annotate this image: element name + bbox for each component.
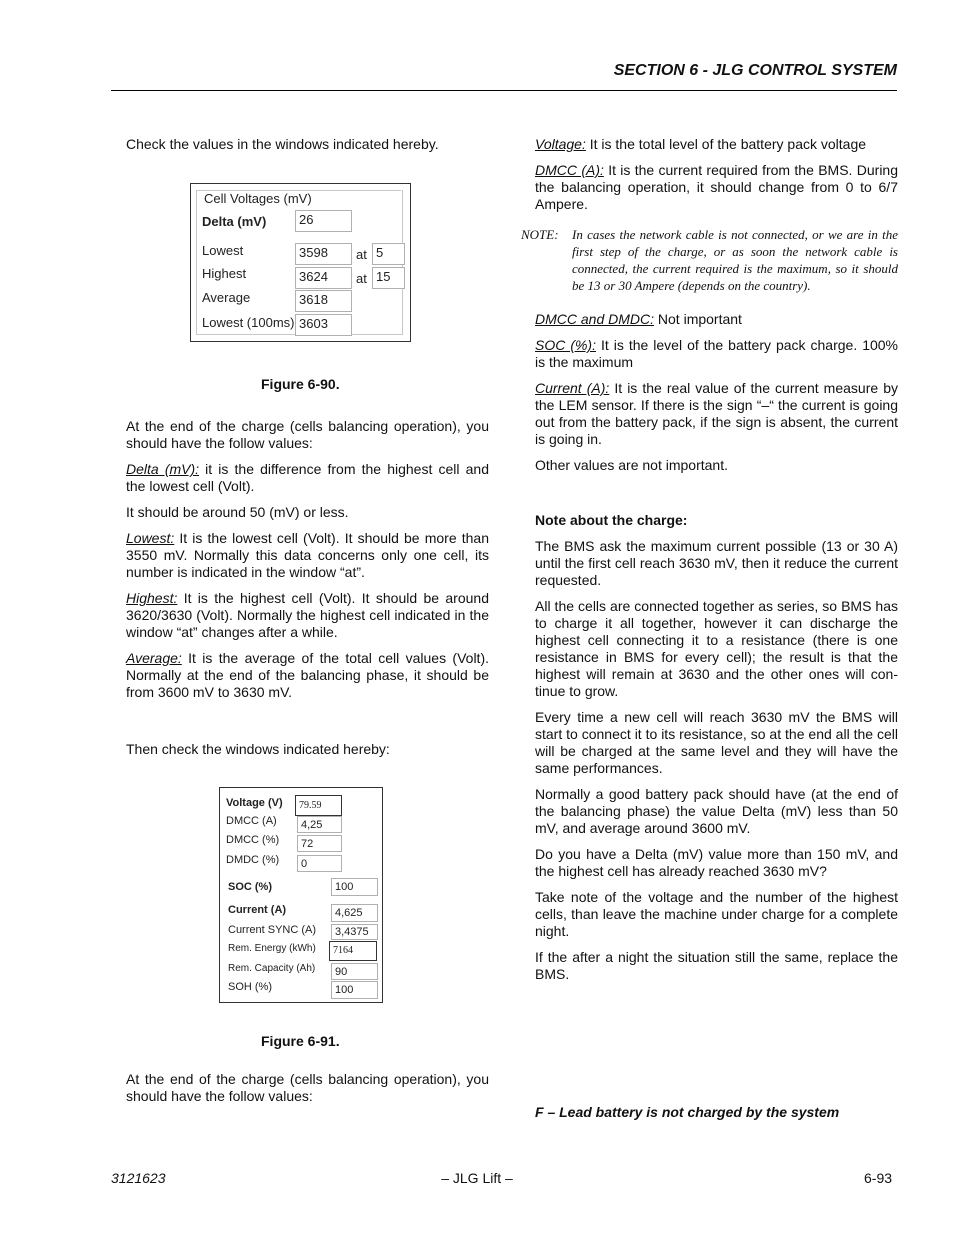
paragraph-lowest — [126, 530, 489, 581]
paragraph-then-check: Then check the windows indicated hereby: — [126, 741, 390, 757]
rem-energy-label: Rem. Energy (kWh) — [228, 943, 316, 954]
figure-90-caption: Figure 6-90. — [261, 376, 340, 392]
paragraph-dmcc-dmdc — [535, 311, 898, 328]
right-middle — [535, 311, 898, 483]
text-delta: it is the difference from the highest cell and the lowest cell (Volt). — [126, 461, 489, 494]
text-lowest: It is the lowest cell (Volt). It should be more than 3550 mV. Normally this data concerns only one cell, its number is indicated in the window “at”. — [126, 530, 489, 580]
average-label: Average — [202, 290, 251, 305]
text-dmcc: It is the current required from the BMS. During the balancing operation, it should change from 0 to 6/7 Ampere. — [535, 162, 898, 212]
group-title: Cell Voltages (mV) — [204, 191, 315, 206]
term-soc: SOC (%): — [535, 337, 596, 353]
paragraph-dmcc — [535, 162, 898, 213]
term-dmcc: DMCC (A): — [535, 162, 604, 178]
current-sync-label: Current SYNC (A) — [228, 924, 317, 936]
soc-label: SOC (%) — [228, 881, 272, 893]
soh-label: SOH (%) — [228, 981, 272, 993]
term-delta: Delta (mV): — [126, 461, 200, 477]
footer-page-number: 6-93 — [864, 1170, 893, 1186]
voltage-label: Voltage (V) — [226, 797, 283, 809]
delta-value-field: 26 — [295, 210, 352, 232]
text-soc: It is the level of the battery pack charge. 100% is the maximum — [535, 337, 899, 370]
paragraph-end-of-charge: At the end of the charge (cells balancing operation), you should have the follow values: — [126, 418, 489, 451]
highest-at-label: at — [356, 271, 367, 286]
charge-paragraph-2: All the cells are connected together as series, so BMS has to charge it all together, however it can discharge the highest cell connecting it to a resistance (there is one resistance in BMS for every cell); the result is that the highest will remain at 3630 and the other ones will con-tinue to grow. — [535, 598, 898, 699]
highest-value-field: 3624 — [295, 267, 352, 289]
cell-voltages-window — [190, 183, 411, 342]
term-lowest: Lowest: — [126, 530, 175, 546]
dmdc-pct-value-field: 0 — [297, 855, 342, 872]
average-value-field: 3618 — [295, 290, 352, 312]
voltage-value-field: 79.59 — [295, 795, 342, 816]
highest-at-field: 15 — [372, 267, 405, 289]
text-current: It is the real value of the current measure by the LEM sensor. If there is the sign “–“ the current is going out from the battery pack, if the sign is absent, the current is going in. — [535, 380, 898, 447]
paragraph-average — [126, 650, 489, 701]
lowest-label: Lowest — [202, 243, 244, 258]
paragraph-delta — [126, 461, 489, 495]
lowest-at-label: at — [356, 247, 367, 262]
delta-label: Delta (mV) — [202, 214, 267, 229]
section-header: SECTION 6 - JLG CONTROL SYSTEM — [613, 62, 897, 79]
text-dmcc-dmdc: Not important — [654, 311, 742, 327]
note-text: In cases the network cable is not connected, or we are in the first step of the charge, or as soon the network cable is connected, the current required is the maximum, so it should be 13 or 30 Ampere (depends on the country). — [572, 227, 898, 293]
header-rule — [111, 90, 897, 91]
paragraph-other: Other values are not important. — [535, 457, 728, 473]
battery-status-window — [219, 787, 383, 1003]
paragraph-current — [535, 380, 898, 448]
figure-91-caption: Figure 6-91. — [261, 1033, 340, 1049]
lowest-100ms-value-field: 3603 — [295, 314, 352, 336]
charge-paragraph-6: Take note of the voltage and the number of the highest cells, than leave the machine under charge for a complete night. — [535, 889, 898, 939]
dmcc-a-value-field: 4,25 — [297, 816, 342, 833]
dmcc-pct-value-field: 72 — [297, 835, 342, 852]
soh-value-field: 100 — [331, 981, 378, 999]
note-label: NOTE: — [521, 227, 559, 242]
text-highest: It is the highest cell (Volt). It should be around 3620/3630 (Volt). Normally the highest cell indicated in the window “at” changes after a while. — [126, 590, 489, 640]
current-sync-value-field: 3,4375 — [331, 924, 378, 940]
right-charge-notes — [535, 512, 898, 992]
dmcc-a-label: DMCC (A) — [226, 815, 277, 827]
dmdc-pct-label: DMDC (%) — [226, 854, 280, 866]
lowest-value-field: 3598 — [295, 243, 352, 265]
footer-center: – JLG Lift – — [441, 1170, 513, 1186]
rem-capacity-label: Rem. Capacity (Ah) — [228, 963, 316, 974]
note-about-charge-title: Note about the charge: — [535, 512, 688, 528]
left-intro — [126, 136, 489, 162]
paragraph-soc — [535, 337, 898, 371]
charge-paragraph-1: The BMS ask the maximum current possible (13 or 30 A) until the first cell reach 3630 mV, then it reduce the current requested. — [535, 538, 898, 588]
left-then-check — [126, 741, 489, 767]
dmcc-pct-label: DMCC (%) — [226, 834, 280, 846]
highest-label: Highest — [202, 266, 247, 281]
left-end — [126, 1071, 489, 1114]
charge-paragraph-3: Every time a new cell will reach 3630 mV the BMS will start to connect it to its resistance, so at the end all the cell will be charged at the same level and they will have the same performances. — [535, 709, 898, 776]
paragraph-end-of-charge-2: At the end of the charge (cells balancing operation), you should have the follow values: — [126, 1071, 489, 1104]
paragraph-around: It should be around 50 (mV) or less. — [126, 504, 349, 520]
paragraph-voltage — [535, 136, 898, 153]
term-highest: Highest: — [126, 590, 178, 606]
section-f-heading: F – Lead battery is not charged by the system — [535, 1104, 840, 1120]
text-average: It is the average of the total cell values (Volt). Normally at the end of the balancing phase, it should be from 3600 mV to 3630 mV. — [126, 650, 489, 700]
rem-capacity-value-field: 90 — [331, 963, 378, 980]
text-voltage: It is the total level of the battery pack voltage — [585, 136, 867, 152]
term-dmcc-dmdc: DMCC and DMDC: — [535, 311, 655, 327]
lowest-100ms-label: Lowest (100ms) — [202, 315, 295, 330]
soc-value-field: 100 — [331, 878, 378, 896]
charge-paragraph-4: Normally a good battery pack should have (at the end of the balancing phase) the value Delta (mV) less than 50 mV, and average around 3600 mV. — [535, 786, 898, 836]
charge-paragraph-7: If the after a night the situation still the same, replace the BMS. — [535, 949, 898, 982]
lowest-at-field: 5 — [372, 243, 405, 265]
term-voltage: Voltage: — [535, 136, 586, 152]
note-block — [521, 226, 898, 294]
left-body — [126, 418, 489, 710]
footer-doc-number: 3121623 — [111, 1170, 166, 1186]
paragraph-highest — [126, 590, 489, 641]
rem-energy-value-field: 7164 — [329, 941, 377, 961]
term-current: Current (A): — [535, 380, 610, 396]
current-value-field: 4,625 — [331, 904, 378, 922]
intro-paragraph: Check the values in the windows indicated hereby. — [126, 136, 439, 152]
charge-paragraph-5: Do you have a Delta (mV) value more than 150 mV, and the highest cell has already reached 3630 mV? — [535, 846, 898, 879]
right-top — [535, 136, 898, 222]
current-label: Current (A) — [228, 904, 287, 916]
term-average: Average: — [126, 650, 182, 666]
